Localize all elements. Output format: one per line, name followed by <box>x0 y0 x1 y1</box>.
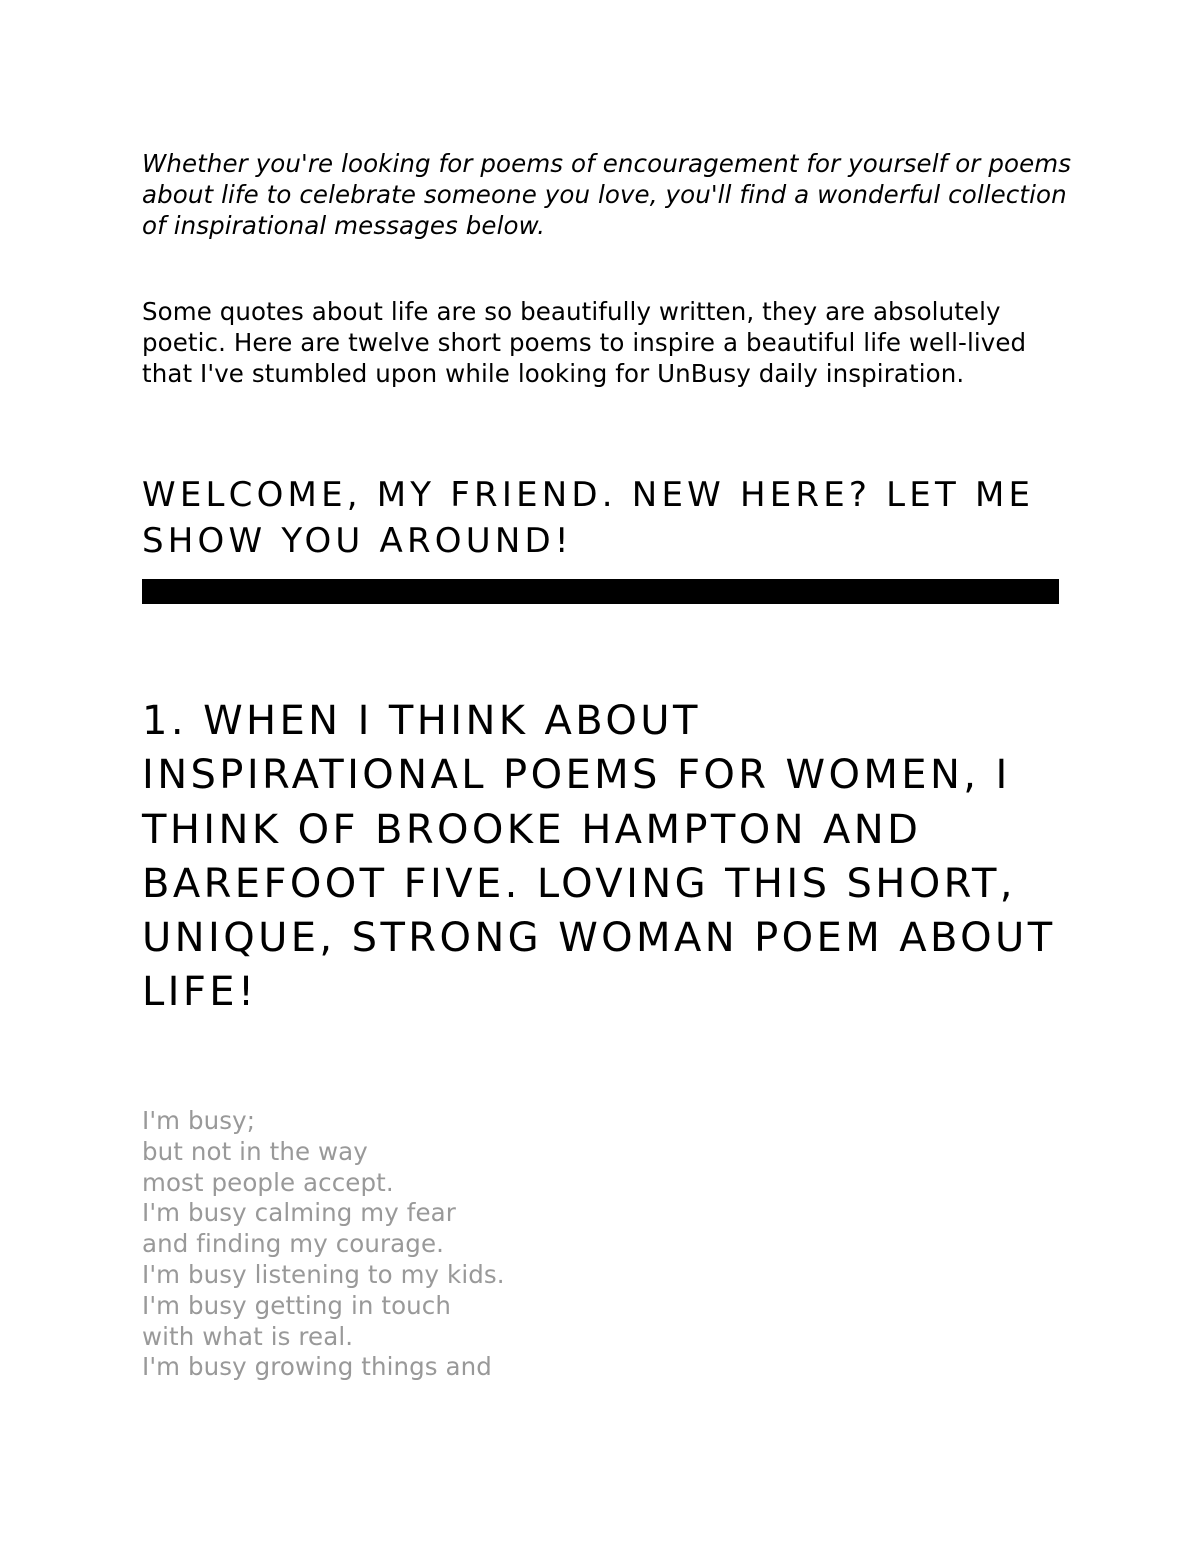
section-heading: 1. WHEN I THINK ABOUT INSPIRATIONAL POEMS FOR WOMEN, I THINK OF BROOKE HAMPTON AND BAREFOOT FIVE. LOVING THIS SHORT, UNIQUE, STRONG WOMAN POEM ABOUT LIFE! <box>142 698 1056 1016</box>
divider-bar <box>142 579 1059 604</box>
poem-line: but not in the way <box>142 1136 368 1166</box>
poem-line: I'm busy calming my fear <box>142 1198 456 1228</box>
poem-line: I'm busy; <box>142 1106 256 1135</box>
poem-line: and finding my courage. <box>142 1229 445 1259</box>
poem-line: most people accept. <box>142 1167 394 1197</box>
poem-lines <box>142 1106 1060 1383</box>
poem-line: I'm busy listening to my kids. <box>142 1259 505 1289</box>
intro-body-paragraph: Some quotes about life are so beautifully written, they are absolutely poetic. Here are twelve short poems to inspire a beautiful life well-lived that I've stumbled upon while looking for UnBusy daily inspiration. <box>142 297 1027 388</box>
poem-line: with what is real. <box>142 1321 354 1351</box>
welcome-heading: WELCOME, MY FRIEND. NEW HERE? LET ME SHOW YOU AROUND! <box>142 475 1035 561</box>
poem-line: I'm busy getting in touch <box>142 1290 452 1320</box>
poem-line: I'm busy growing things and <box>142 1352 492 1382</box>
intro-italic-paragraph: Whether you're looking for poems of encouragement for yourself or poems about life to celebrate someone you love, you'll find a wonderful collection of inspirational messages below. <box>142 149 1072 240</box>
